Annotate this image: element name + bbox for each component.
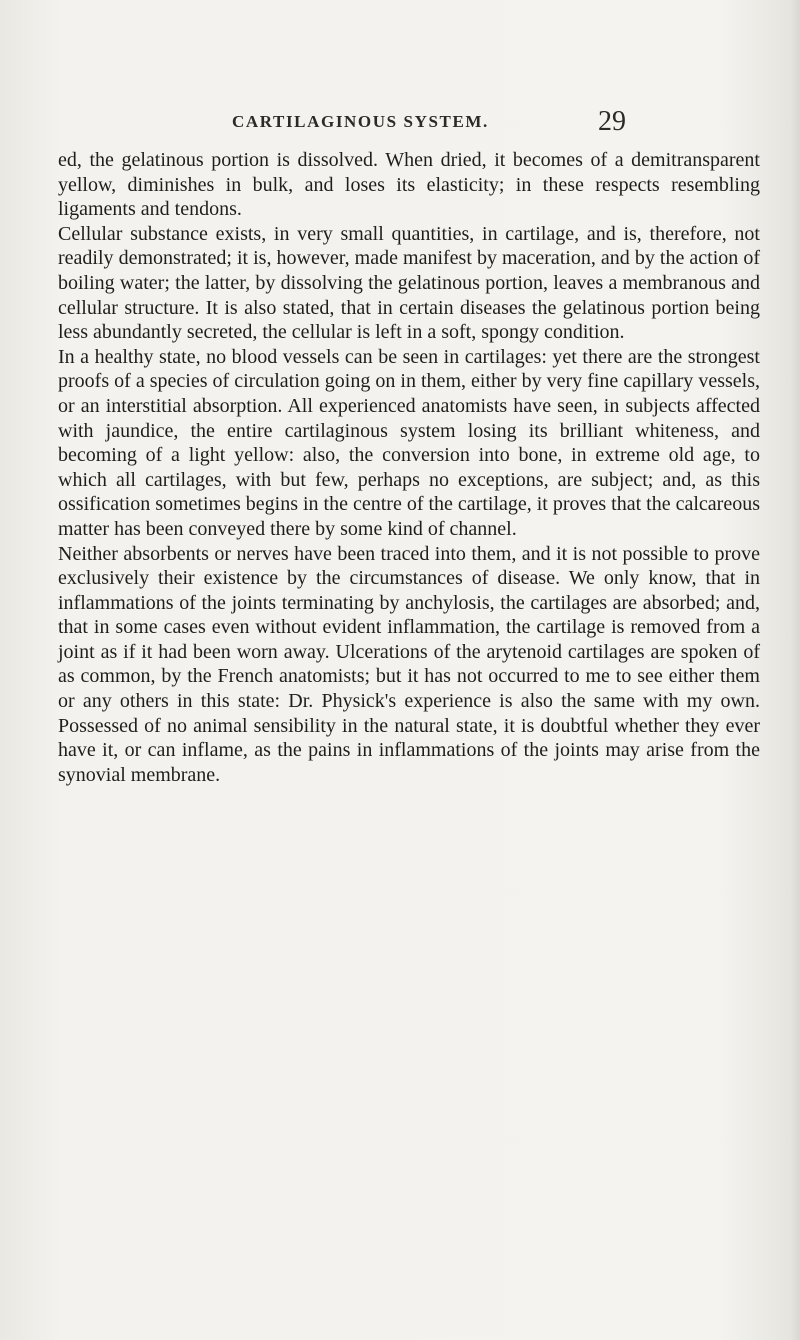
paragraph: Neither absorbents or nerves have been traced into them, and it is not possible to prove exclusively their existence by the circumstances of disease. We only know, that in inflammations of the joints terminating by anchylosis, the cartilages are absorbed; and, that in some cases even without evident inflammation, the cartilage is removed from a joint as if it had been worn away. Ulcerations of the arytenoid cartilages are spoken of as common, by the French anatomists; but it has not occurred to me to see either them or any others in this state: Dr. Physick's experience is also the same with my own. Possessed of no animal sensibility in the natural state, it is doubtful whether they ever have it, or can inflame, as the pains in inflammations of the joints may arise from the synovial membrane. (58, 542, 760, 786)
paragraph: Cellular substance exists, in very small quantities, in cartilage, and is, therefore, not readily demonstrated; it is, however, made manifest by maceration, and by the action of boiling water; the latter, by dissolving the gelatinous portion, leaves a membranous and cellular structure. It is also stated, that in certain diseases the gelatinous portion being less abundantly secreted, the cellular is left in a soft, spongy condition. (58, 222, 760, 344)
running-head: CARTILAGINOUS SYSTEM. (232, 112, 489, 131)
page-number: 29 (598, 106, 626, 137)
page-header (0, 106, 800, 136)
body-text (58, 148, 760, 787)
paragraph: In a healthy state, no blood vessels can be seen in cartilages: yet there are the strongest proofs of a species of circulation going on in them, either by very fine capillary vessels, or an interstitial absorption. All experienced anatomists have seen, in subjects affected with jaundice, the entire cartilaginous system losing its brilliant whiteness, and becoming of a light yellow: also, the conversion into bone, in extreme old age, to which all cartilages, with but few, perhaps no exceptions, are subject; and, as this ossification sometimes begins in the centre of the cartilage, it proves that the calcareous matter has been conveyed there by some kind of channel. (58, 345, 760, 540)
paragraph: ed, the gelatinous portion is dissolved. When dried, it becomes of a demitransparent yellow, diminishes in bulk, and loses its elasticity; in these respects resembling ligaments and tendons. (58, 149, 760, 221)
